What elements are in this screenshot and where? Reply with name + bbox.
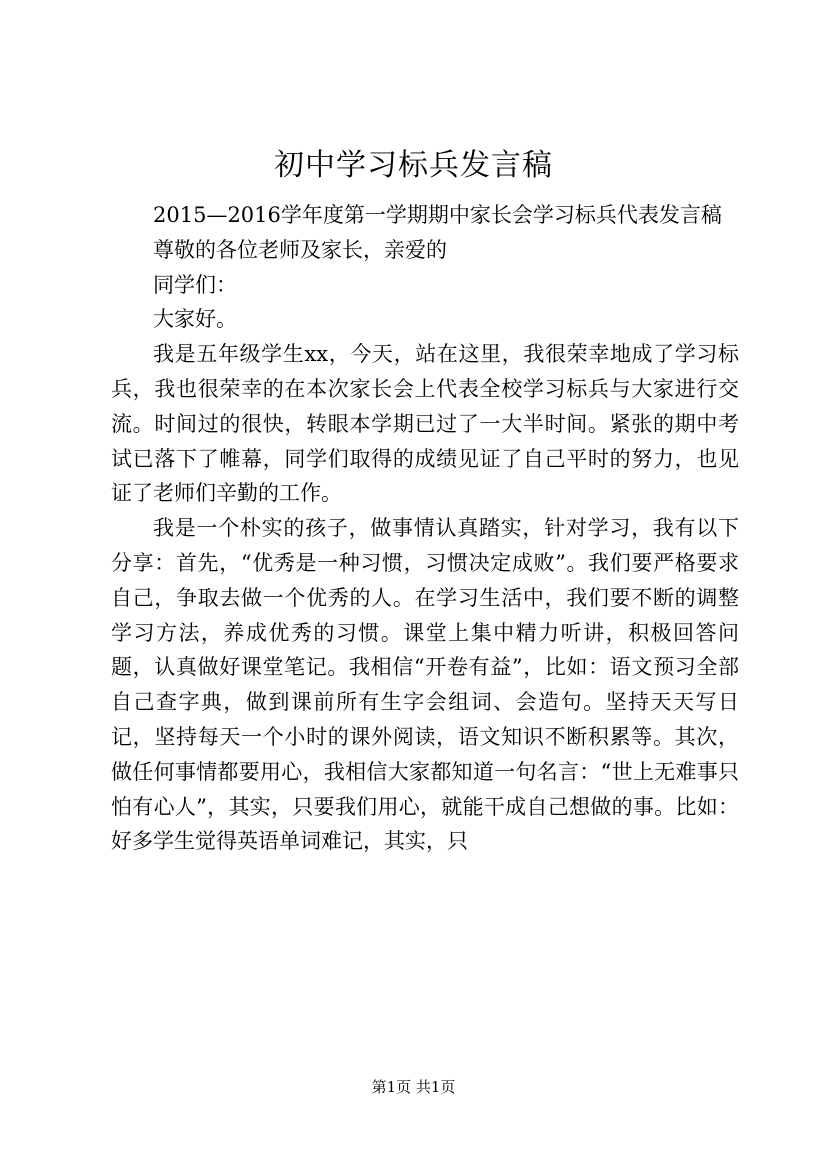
paragraph-salutation: 尊敬的各位老师及家长，亲爱的 [153,237,447,262]
paragraph-sharing: 我是一个朴实的孩子，做事情认真踏实，针对学习，我有以下分享：首先，“优秀是一种习惯，习惯决定成败”。我们要严格要求自己，争取去做一个优秀的人。在学习生活中，我们要不断的调整学习方法，养成优秀的习惯。课堂上集中精力听讲，积极回答问题，认真做好课堂笔记。我相信“开卷有益”，比如：语文预习全部自己查字典，做到课前所有生字会组词、会造句。坚持天天写日记，坚持每天一个小时的课外阅读，语文知识不断积累等。其次，做任何事情都要用心，我相信大家都知道一句名言：“世上无难事只怕有心人”，其实，只要我们用心，就能干成自己想做的事。比如：好多学生觉得英语单词难记，其实，只 [111,516,739,854]
paragraph-salutation-cont: 同学们： [153,272,237,297]
document-title: 初中学习标兵发言稿 [274,148,553,183]
paragraph-greeting: 大家好。 [153,307,237,332]
document-body [111,198,739,859]
paragraph-intro: 我是五年级学生xx，今天，站在这里，我很荣幸地成了学习标兵，我也很荣幸的在本次家长会上代表全校学习标兵与大家进行交流。时间过的很快，转眼本学期已过了一大半时间。紧张的期中考试已落下了帷幕，同学们取得的成绩见证了自己平时的努力，也见证了老师们辛勤的工作。 [111,342,739,506]
paragraph-subtitle: 2015—2016学年度第一学期期中家长会学习标兵代表发言稿 [153,203,722,227]
page-footer: 第1页 共1页 [371,1078,456,1096]
